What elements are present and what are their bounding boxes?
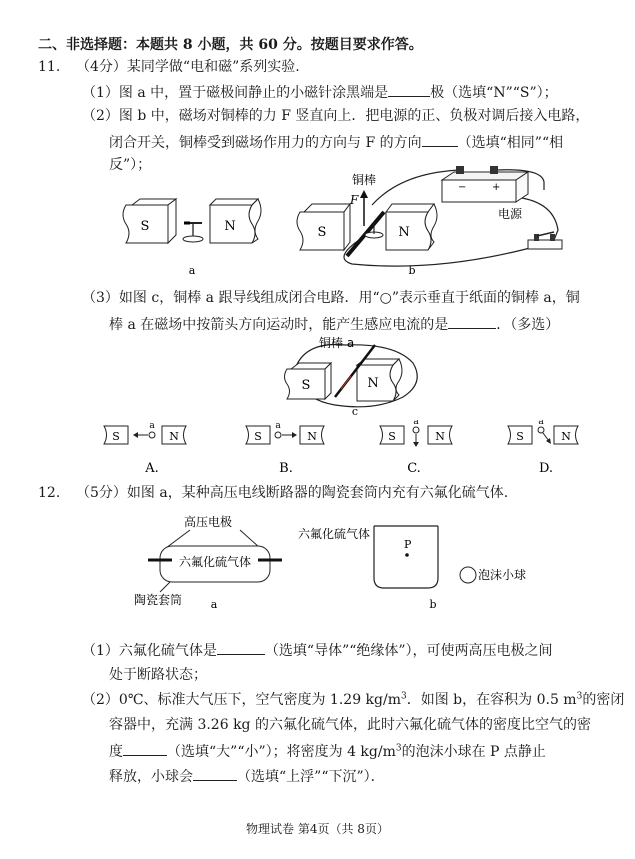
q12-part2-c: 的密闭 xyxy=(582,692,625,708)
option-d-label: D. xyxy=(538,461,554,476)
sealed-container xyxy=(374,526,438,588)
q12-part2-a: （2）0℃、标准大气压下，空气密度为 1.29 kg/m xyxy=(82,692,401,708)
electrode-label: 高压电极 xyxy=(184,515,233,529)
section-header: 二、非选择题：本题共 8 小题，共 60 分。按题目要求作答。 xyxy=(38,37,423,53)
q11-part1 xyxy=(82,82,558,102)
caption-b: b xyxy=(429,598,437,611)
option-b-label: B. xyxy=(279,461,293,476)
s-magnet xyxy=(297,204,350,250)
option-a-rod: a xyxy=(149,421,155,431)
n-magnet-label: N xyxy=(367,376,379,391)
q12-part1-line2: 处于断路状态； xyxy=(109,667,207,683)
q12-part1-line1 xyxy=(82,640,553,660)
gas-label: 六氟化硫气体 xyxy=(178,555,252,569)
sup-3: 3 xyxy=(401,691,407,702)
q12-part2-line1 xyxy=(82,691,624,709)
option-b[interactable] xyxy=(246,421,324,476)
copper-rod-highlight xyxy=(341,376,351,389)
q11-part3-line2 xyxy=(109,314,559,334)
q11-figure-b xyxy=(292,160,587,280)
option-c-n: N xyxy=(435,430,445,443)
q11-options xyxy=(100,420,580,480)
q11-part2-line1: （2）图 b 中，磁场对铜棒的力 F 竖直向上．把电源的正、负极对调后接入电路， xyxy=(82,108,590,124)
rod-a-label: 铜棒 a xyxy=(319,336,355,350)
q12-part2-line2: 容器中，充满 3.26 kg 的六氟化硫气体，此时六氟化硫气体的密度比空气的密 xyxy=(109,717,591,733)
page-footer: 物理试卷 第4页（共 8页） xyxy=(246,822,389,836)
copper-rod xyxy=(347,212,384,256)
answer-blank[interactable] xyxy=(217,640,265,655)
q11-figure-c xyxy=(275,335,435,415)
q11-part2-options: （选填“相同”“相 xyxy=(457,135,564,151)
option-a-n: N xyxy=(169,430,179,443)
option-c[interactable] xyxy=(380,420,452,476)
q12-part2-line3 xyxy=(109,741,546,761)
option-d[interactable] xyxy=(508,420,578,476)
option-b-n: N xyxy=(307,430,317,443)
plus-terminal: + xyxy=(492,182,501,193)
q11-part2-text: 闭合开关，铜棒受到磁场作用力的方向与 F 的方向 xyxy=(109,135,422,151)
point-p xyxy=(405,553,409,557)
q12-part1-text: （1）六氟化硫气体是 xyxy=(82,643,217,659)
s-magnet-label: S xyxy=(140,219,150,234)
power-source xyxy=(442,166,528,202)
answer-blank[interactable] xyxy=(193,766,237,781)
n-magnet-label: N xyxy=(224,219,236,234)
q12-part2-line3-c: 的泡沫小球在 P 点静止 xyxy=(401,744,546,760)
caption-b: b xyxy=(408,264,416,277)
caption-a: a xyxy=(210,598,218,611)
option-d-rod: a xyxy=(538,420,544,427)
caption-a: a xyxy=(188,264,196,277)
minus-terminal: − xyxy=(458,182,467,193)
q11-intro: （4分）某同学做“电和磁”系列实验. xyxy=(76,59,300,75)
q12-part2-line3-a: 度 xyxy=(109,744,123,760)
q12-number: 12. xyxy=(38,485,61,501)
q11-part2-line2 xyxy=(109,132,563,152)
sleeve-label: 陶瓷套筒 xyxy=(134,593,183,607)
option-c-rod: a xyxy=(413,420,419,427)
q12-part2-b: ．如图 b，在容积为 0.5 m xyxy=(406,692,577,708)
q11-part1-end: 极（选填“N”“S”）； xyxy=(430,85,558,101)
rod-label: 铜棒 xyxy=(352,173,377,187)
option-d-n: N xyxy=(561,430,571,443)
q12-part2-line3-b: （选填“大”“小”）；将密度为 4 kg/m xyxy=(167,744,396,760)
option-d-s: S xyxy=(516,430,524,443)
q11-figure-a xyxy=(118,195,278,280)
q12-part1-options: （选填“导体”“绝缘体”），可使两高压电极之间 xyxy=(264,643,553,659)
n-magnet-label: N xyxy=(398,225,410,240)
answer-blank[interactable] xyxy=(388,82,430,97)
power-source-label: 电源 xyxy=(498,207,523,221)
q12-figure-b xyxy=(298,520,558,615)
s-magnet-label: S xyxy=(301,378,311,393)
s-magnet-label: S xyxy=(317,225,327,240)
force-label: F xyxy=(350,193,359,207)
q12-figure-a xyxy=(130,512,290,612)
force-arrow xyxy=(360,190,368,226)
s-magnet xyxy=(123,199,176,243)
option-b-rod: a xyxy=(275,421,281,431)
option-a[interactable] xyxy=(104,421,186,476)
switch xyxy=(528,232,562,249)
point-p-label: P xyxy=(404,538,412,551)
answer-blank[interactable] xyxy=(448,314,496,329)
option-c-label: C. xyxy=(407,461,421,476)
q11-number: 11. xyxy=(38,59,61,75)
n-magnet xyxy=(210,199,261,243)
q12-part2-line4-a: 释放，小球会 xyxy=(109,769,193,785)
q12-intro: （5分）如图 a，某种高压电线断路器的陶瓷套筒内充有六氟化硫气体. xyxy=(76,485,509,501)
foam-ball xyxy=(460,567,476,583)
wire xyxy=(522,198,558,240)
answer-blank[interactable] xyxy=(422,132,458,147)
caption-c: c xyxy=(351,405,359,415)
option-c-s: S xyxy=(388,430,396,443)
option-b-s: S xyxy=(254,430,262,443)
q11-part3-line1: （3）如图 c，铜棒 a 跟导线组成闭合电路．用“○”表示垂直于纸面的铜棒 a，铜 xyxy=(82,290,580,306)
sup-3: 3 xyxy=(395,743,402,754)
gas-label: 六氟化硫气体 xyxy=(298,527,371,541)
q11-part2-line3: 反”）； xyxy=(109,157,152,173)
compass-needle xyxy=(183,223,203,242)
q11-part3-text: 棒 a 在磁场中按箭头方向运动时，能产生感应电流的是 xyxy=(109,317,449,333)
s-magnet xyxy=(285,363,332,399)
answer-blank[interactable] xyxy=(123,741,167,756)
sup-3: 3 xyxy=(576,691,583,702)
wire xyxy=(344,238,530,266)
q12-part2-line4 xyxy=(109,766,385,786)
option-a-label: A. xyxy=(145,461,159,476)
q11-part1-text: （1）图 a 中，置于磁极间静止的小磁针涂黑端是 xyxy=(82,85,389,101)
n-magnet xyxy=(357,359,402,401)
option-a-s: S xyxy=(112,430,120,443)
n-magnet xyxy=(386,204,437,250)
q11-part3-note: ．（多选） xyxy=(496,317,560,333)
ball-label: 泡沫小球 xyxy=(478,568,527,582)
q12-part2-line4-b: （选填“上浮”“下沉”）． xyxy=(237,769,385,785)
